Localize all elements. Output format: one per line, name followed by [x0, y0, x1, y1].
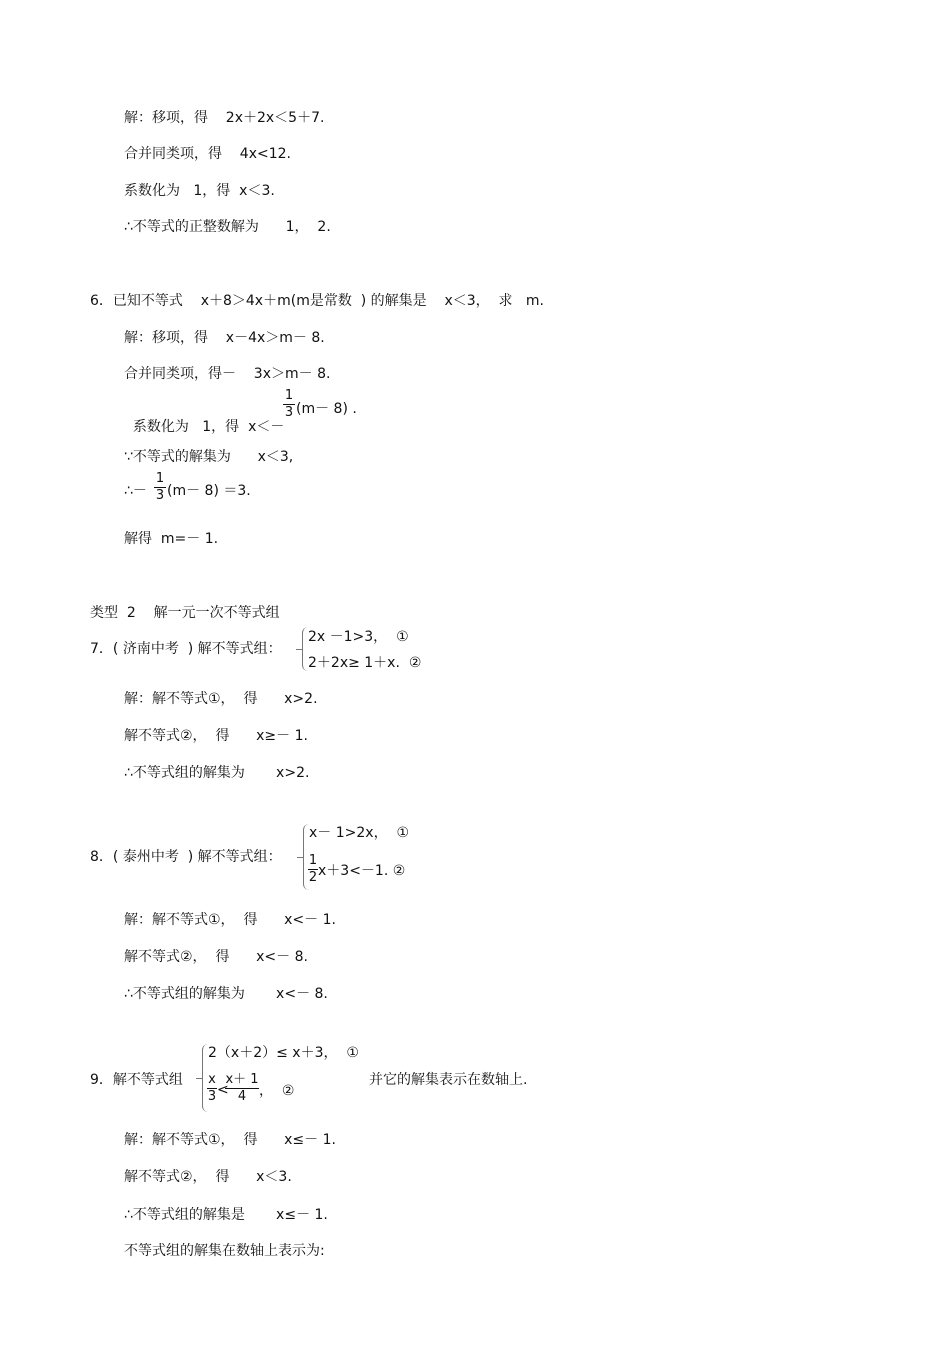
p9-fraction-left — [207, 1073, 217, 1104]
p6-step-5-fraction — [154, 472, 166, 503]
p6-step-3-tail: (m－ 8) . — [296, 401, 357, 417]
p8-inequality-1: x－ 1>2x， ① — [309, 825, 410, 841]
p6-step-2: 合并同类项，得－ 3x＞m－ 8. — [124, 366, 331, 382]
p6-step-1: 解：移项，得 x－4x＞m－ 8. — [124, 330, 325, 346]
p9-less-than: < — [217, 1082, 229, 1098]
p6-step-3-text: 系数化为 1，得 x＜－ — [132, 419, 285, 435]
p9-inequality-2-tail: ， ② — [259, 1083, 295, 1099]
p6-step-5: ∴－ — [124, 483, 147, 499]
p6-step-3-fraction — [283, 389, 295, 420]
p7-question: 7．( 济南中考 ) 解不等式组： — [90, 641, 282, 657]
p7-inequality-2: 2＋2x≥ 1＋x. ② — [308, 655, 422, 671]
p8-inequality-2: x＋3<－1. ② — [318, 863, 406, 879]
p5-step-1: 解：移项，得 2x＋2x＜5＋7. — [124, 110, 325, 126]
p7-step-1: 解：解不等式①， 得 x>2. — [124, 691, 318, 707]
p5-step-4: ∴不等式的正整数解为 1， 2. — [124, 219, 331, 235]
fraction-denominator: 4 — [237, 1089, 247, 1104]
p6-step-4: ∵不等式的解集为 x＜3, — [124, 449, 294, 465]
fraction-numerator: 1 — [155, 471, 165, 486]
p8-step-3: ∴不等式组的解集为 x<－ 8. — [124, 986, 328, 1002]
p9-step-4: 不等式组的解集在数轴上表示为: — [124, 1243, 325, 1259]
fraction-denominator: 3 — [155, 488, 165, 503]
p9-step-1: 解：解不等式①， 得 x≤－ 1. — [124, 1132, 336, 1148]
p9-fraction-right — [225, 1073, 259, 1104]
fraction-denominator: 2 — [308, 870, 318, 885]
p9-question-tail: 并它的解集表示在数轴上. — [369, 1072, 528, 1088]
fraction-numerator: x＋ 1 — [225, 1072, 259, 1087]
p8-step-2: 解不等式②， 得 x<－ 8. — [124, 949, 308, 965]
fraction-numerator: 1 — [308, 853, 318, 868]
fraction-numerator: x — [208, 1072, 216, 1087]
p8-question: 8．( 泰州中考 ) 解不等式组： — [90, 849, 282, 865]
p9-step-3: ∴不等式组的解集是 x≤－ 1. — [124, 1207, 328, 1223]
p6-step-5-tail: (m－ 8) ＝3. — [167, 483, 251, 499]
p9-question: 9．解不等式组 — [90, 1072, 183, 1088]
fraction-numerator: 1 — [284, 388, 294, 403]
p9-step-2: 解不等式②， 得 x＜3. — [124, 1169, 292, 1185]
section-heading: 类型 2 解一元一次不等式组 — [90, 605, 280, 621]
fraction-denominator: 3 — [207, 1089, 217, 1104]
p9-inequality-1: 2（x＋2）≤ x＋3， ① — [208, 1045, 359, 1061]
fraction-denominator: 3 — [284, 405, 294, 420]
p5-step-2: 合并同类项，得 4x<12. — [124, 146, 291, 162]
p8-step-1: 解：解不等式①， 得 x<－ 1. — [124, 912, 336, 928]
p7-step-3: ∴不等式组的解集为 x>2. — [124, 765, 310, 781]
p6-step-6: 解得 m=－ 1. — [124, 531, 219, 547]
p7-step-2: 解不等式②， 得 x≥－ 1. — [124, 728, 308, 744]
p6-question: 6．已知不等式 x＋8＞4x＋m(m是常数 ) 的解集是 x＜3， 求 m. — [90, 293, 544, 309]
p5-step-3: 系数化为 1，得 x＜3. — [124, 183, 275, 199]
p8-fraction — [308, 854, 318, 885]
p7-inequality-1: 2x －1>3， ① — [308, 629, 409, 645]
p6-step-3 — [124, 400, 284, 436]
